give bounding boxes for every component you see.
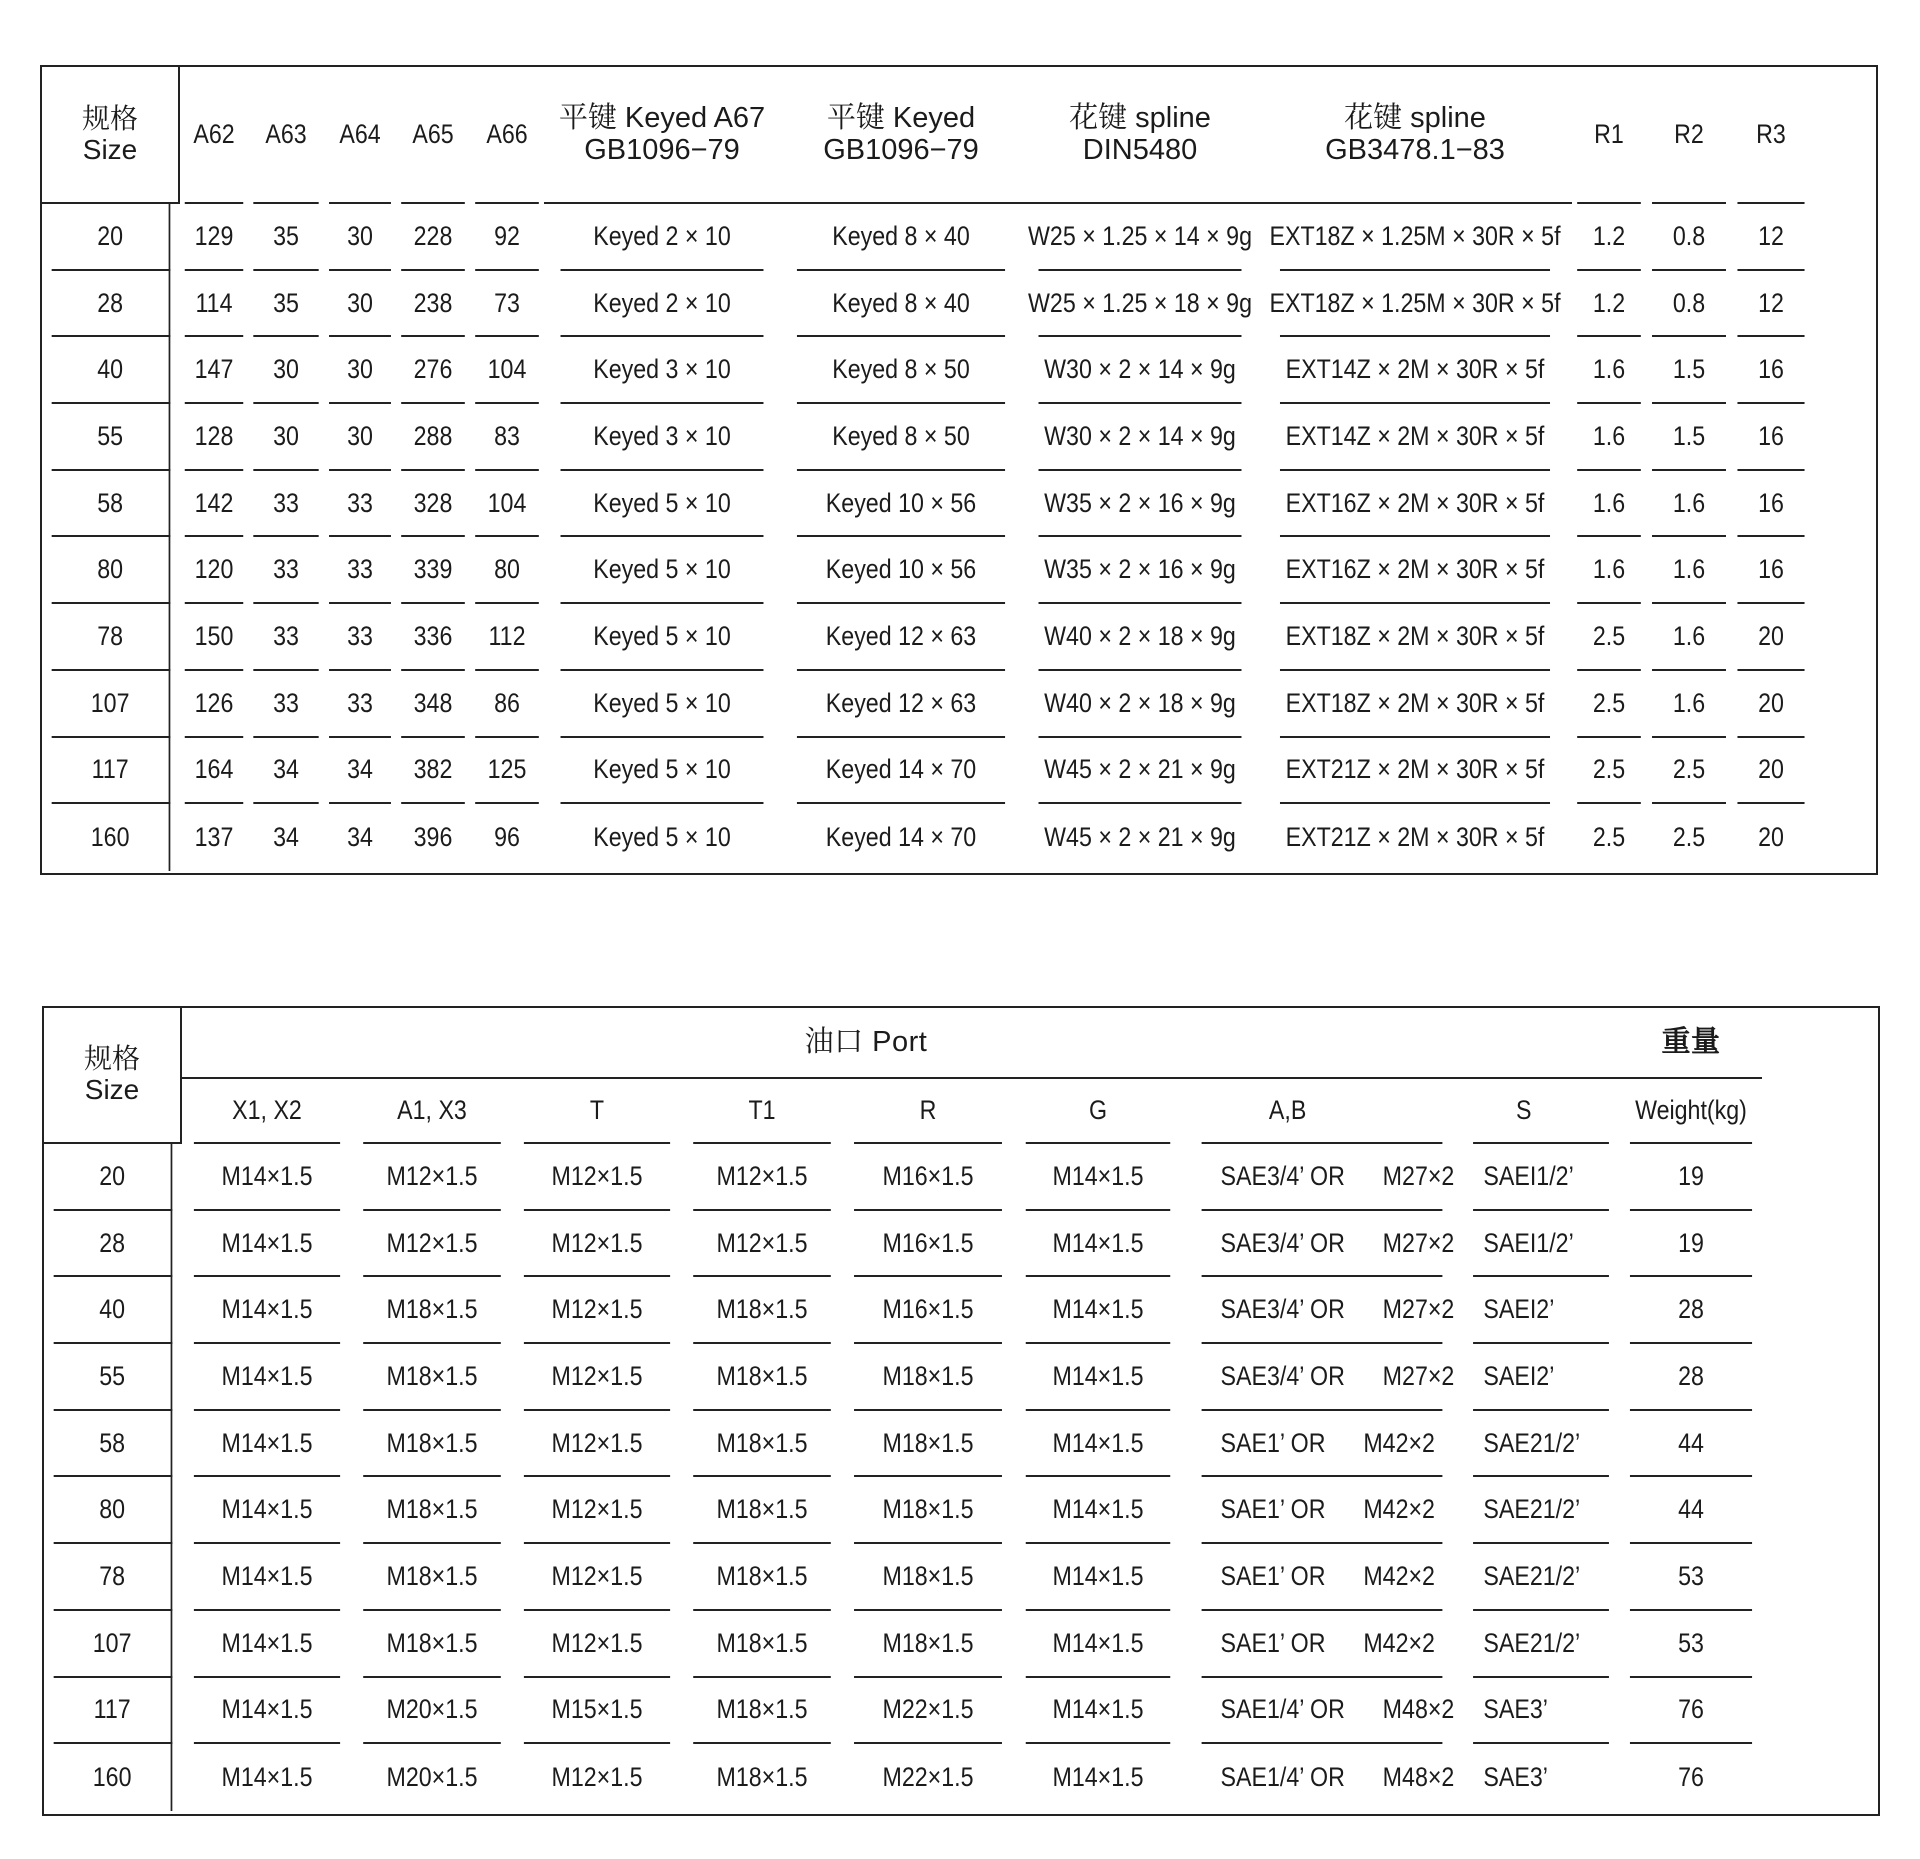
cell-a66: 125 xyxy=(475,738,539,805)
cell-t1: M18×1.5 xyxy=(693,1411,831,1478)
cell-a62: 164 xyxy=(185,738,243,805)
cell-g: M14×1.5 xyxy=(1026,1544,1170,1611)
cell-a64: 30 xyxy=(329,204,391,271)
keyed-a67-line1: 平键 Keyed A67 xyxy=(558,102,766,135)
cell-spline-din: W45 × 2 × 21 × 9g xyxy=(1044,822,1236,853)
cell-keyed: Keyed 12 × 63 xyxy=(797,604,1005,671)
cell-size: 80 xyxy=(54,1477,173,1544)
cell-spline-din: W25 × 1.25 × 18 × 9g xyxy=(1039,271,1242,338)
cell-a1-x3: M20×1.5 xyxy=(363,1678,501,1745)
cell-r: M18×1.5 xyxy=(854,1611,1002,1678)
cell-keyed-a67: Keyed 3 × 10 xyxy=(561,404,764,471)
cell-a63: 35 xyxy=(253,204,318,271)
a-b-sae: SAE1’ OR xyxy=(1220,1627,1326,1658)
a-b-sae: SAE3/4’ OR xyxy=(1220,1360,1345,1391)
cell-keyed-a67: Keyed 2 × 10 xyxy=(561,271,764,338)
col-header-r1: R1 xyxy=(1577,67,1641,204)
cell-size: 160 xyxy=(54,1744,173,1811)
cell-a64: 34 xyxy=(347,822,373,853)
cell-r: M18×1.5 xyxy=(854,1411,1002,1478)
cell-r2: 1.6 xyxy=(1652,604,1726,671)
cell-r: M22×1.5 xyxy=(854,1678,1002,1745)
cell-g: M14×1.5 xyxy=(1026,1144,1170,1211)
a-b-metric: M42×2 xyxy=(1363,1560,1435,1591)
keyed-line1: 平键 Keyed xyxy=(826,102,976,135)
cell-size: 20 xyxy=(52,204,171,271)
cell-a66: 80 xyxy=(475,537,539,604)
cell-size: 40 xyxy=(52,337,171,404)
cell-g: M14×1.5 xyxy=(1026,1411,1170,1478)
cell-a63: 33 xyxy=(253,537,318,604)
cell-a66: 104 xyxy=(475,471,539,538)
cell-a62: 142 xyxy=(185,471,243,538)
cell-keyed: Keyed 14 × 70 xyxy=(797,738,1005,805)
a-b-sae: SAE3/4’ OR xyxy=(1220,1294,1345,1325)
spline-gb-line1: 花键 spline xyxy=(1344,102,1486,135)
weight-group-header: 重量 xyxy=(1620,1008,1762,1079)
cell-weight: 28 xyxy=(1630,1277,1752,1344)
cell-r3: 16 xyxy=(1737,337,1804,404)
cell-a1-x3: M18×1.5 xyxy=(363,1477,501,1544)
cell-spline-gb: EXT18Z × 2M × 30R × 5f xyxy=(1280,604,1550,671)
cell-keyed-a67: Keyed 5 × 10 xyxy=(561,604,764,671)
col-header-a-b: A,B xyxy=(1202,1079,1443,1144)
cell-r3: 20 xyxy=(1737,671,1804,738)
cell-x1-x2: M14×1.5 xyxy=(221,1762,313,1793)
cell-t: M12×1.5 xyxy=(551,1762,643,1793)
col-header-s: S xyxy=(1473,1079,1609,1144)
col-header-a1-x3: A1, X3 xyxy=(363,1079,501,1144)
a-b-metric: M42×2 xyxy=(1363,1427,1435,1458)
a-b-sae: SAE1/4’ OR xyxy=(1220,1762,1345,1793)
size-header-cn: 规格 xyxy=(83,1043,140,1075)
col-header-keyed-a67 xyxy=(544,67,780,204)
cell-a-b xyxy=(1202,1678,1455,1745)
cell-weight: 76 xyxy=(1630,1678,1752,1745)
cell-a63: 33 xyxy=(253,604,318,671)
cell-t1: M18×1.5 xyxy=(693,1611,831,1678)
cell-t: M12×1.5 xyxy=(524,1477,670,1544)
cell-a65: 348 xyxy=(401,671,465,738)
cell-r3: 20 xyxy=(1737,738,1804,805)
cell-t1: M18×1.5 xyxy=(693,1477,831,1544)
col-header-t1: T1 xyxy=(693,1079,831,1144)
cell-a65: 339 xyxy=(401,537,465,604)
cell-keyed: Keyed 8 × 40 xyxy=(797,204,1005,271)
cell-a66: 73 xyxy=(475,271,539,338)
cell-r2: 0.8 xyxy=(1652,271,1726,338)
cell-s: SAEI1/2’ xyxy=(1473,1211,1609,1278)
cell-a62: 137 xyxy=(194,822,234,853)
cell-a64: 30 xyxy=(329,337,391,404)
cell-a-b xyxy=(1202,1344,1455,1411)
cell-keyed: Keyed 8 × 40 xyxy=(797,271,1005,338)
cell-a-b xyxy=(1202,1411,1443,1478)
cell-weight: 53 xyxy=(1630,1544,1752,1611)
a-b-metric: M42×2 xyxy=(1363,1627,1435,1658)
cell-a65: 396 xyxy=(413,822,453,853)
cell-size: 107 xyxy=(54,1611,173,1678)
cell-a65: 382 xyxy=(401,738,465,805)
cell-s: SAE21/2’ xyxy=(1473,1544,1609,1611)
cell-a1-x3: M18×1.5 xyxy=(363,1277,501,1344)
cell-spline-din: W25 × 1.25 × 14 × 9g xyxy=(1039,204,1242,271)
col-header-a62: A62 xyxy=(185,67,243,204)
cell-s: SAE21/2’ xyxy=(1473,1611,1609,1678)
col-header-spline-din xyxy=(1022,67,1258,204)
cell-spline-gb: EXT18Z × 1.25M × 30R × 5f xyxy=(1280,271,1550,338)
cell-keyed-a67: Keyed 5 × 10 xyxy=(561,471,764,538)
cell-a65: 228 xyxy=(401,204,465,271)
col-header-a66: A66 xyxy=(475,67,539,204)
cell-a66: 86 xyxy=(475,671,539,738)
col-header-x1-x2: X1, X2 xyxy=(194,1079,340,1144)
cell-size: 58 xyxy=(52,471,171,538)
cell-size: 28 xyxy=(54,1211,173,1278)
cell-size: 55 xyxy=(52,404,171,471)
col-header-r2: R2 xyxy=(1652,67,1726,204)
cell-t: M12×1.5 xyxy=(524,1544,670,1611)
cell-weight: 44 xyxy=(1630,1477,1752,1544)
cell-t: M12×1.5 xyxy=(524,1211,670,1278)
a-b-sae: SAE1’ OR xyxy=(1220,1494,1326,1525)
col-header-t: T xyxy=(524,1079,670,1144)
a-b-sae: SAE1’ OR xyxy=(1220,1427,1326,1458)
cell-spline-gb: EXT18Z × 2M × 30R × 5f xyxy=(1280,671,1550,738)
cell-r1: 2.5 xyxy=(1592,822,1626,853)
spline-gb-line2: GB3478.1−83 xyxy=(1325,133,1505,166)
size-header-en: Size xyxy=(84,1074,140,1105)
cell-keyed-a67: Keyed 3 × 10 xyxy=(561,337,764,404)
cell-a64: 30 xyxy=(329,271,391,338)
cell-r2: 2.5 xyxy=(1672,822,1706,853)
cell-spline-gb: EXT16Z × 2M × 30R × 5f xyxy=(1280,537,1550,604)
cell-keyed: Keyed 10 × 56 xyxy=(797,471,1005,538)
cell-r: M18×1.5 xyxy=(854,1544,1002,1611)
cell-r1: 2.5 xyxy=(1577,671,1641,738)
keyed-line2: GB1096−79 xyxy=(823,133,979,166)
cell-r3: 16 xyxy=(1737,471,1804,538)
cell-t1: M12×1.5 xyxy=(693,1211,831,1278)
cell-a66: 83 xyxy=(475,404,539,471)
cell-size: 58 xyxy=(54,1411,173,1478)
cell-s: SAE3’ xyxy=(1473,1678,1609,1745)
cell-a63: 33 xyxy=(253,471,318,538)
cell-s: SAE21/2’ xyxy=(1473,1477,1609,1544)
cell-size: 117 xyxy=(52,738,171,805)
cell-a62: 147 xyxy=(185,337,243,404)
cell-a64: 33 xyxy=(329,671,391,738)
cell-r3: 12 xyxy=(1737,271,1804,338)
cell-x1-x2: M14×1.5 xyxy=(194,1477,340,1544)
cell-r1: 2.5 xyxy=(1577,738,1641,805)
cell-r: M18×1.5 xyxy=(854,1344,1002,1411)
cell-x1-x2: M14×1.5 xyxy=(194,1144,340,1211)
cell-r2: 1.5 xyxy=(1652,337,1726,404)
cell-x1-x2: M14×1.5 xyxy=(194,1344,340,1411)
size-header xyxy=(44,1008,182,1144)
cell-a62: 150 xyxy=(185,604,243,671)
cell-size: 117 xyxy=(54,1678,173,1745)
cell-a64: 34 xyxy=(329,738,391,805)
cell-t: M15×1.5 xyxy=(524,1678,670,1745)
cell-a-b xyxy=(1202,1211,1455,1278)
cell-a63: 33 xyxy=(253,671,318,738)
cell-r2: 1.6 xyxy=(1652,471,1726,538)
a-b-metric: M42×2 xyxy=(1363,1494,1435,1525)
cell-r2: 1.6 xyxy=(1652,671,1726,738)
cell-r1: 1.6 xyxy=(1577,337,1641,404)
cell-g: M14×1.5 xyxy=(1026,1211,1170,1278)
cell-a-b xyxy=(1202,1544,1443,1611)
cell-spline-din: W45 × 2 × 21 × 9g xyxy=(1039,738,1242,805)
cell-keyed-a67: Keyed 5 × 10 xyxy=(593,822,731,853)
cell-a64: 33 xyxy=(329,604,391,671)
spline-din-line1: 花键 spline xyxy=(1069,102,1211,135)
cell-a66: 112 xyxy=(475,604,539,671)
cell-a62: 120 xyxy=(185,537,243,604)
cell-r1: 1.2 xyxy=(1577,271,1641,338)
cell-r1: 1.6 xyxy=(1577,471,1641,538)
col-header-a65: A65 xyxy=(401,67,465,204)
dimensions-table xyxy=(40,65,1878,875)
cell-keyed: Keyed 8 × 50 xyxy=(797,404,1005,471)
cell-x1-x2: M14×1.5 xyxy=(194,1611,340,1678)
cell-keyed-a67: Keyed 5 × 10 xyxy=(561,671,764,738)
cell-a65: 276 xyxy=(401,337,465,404)
cell-g: M14×1.5 xyxy=(1026,1678,1170,1745)
cell-a1-x3: M18×1.5 xyxy=(363,1411,501,1478)
cell-t1: M18×1.5 xyxy=(693,1544,831,1611)
cell-a-b xyxy=(1202,1744,1455,1811)
cell-a-b xyxy=(1202,1144,1455,1211)
cell-r: M18×1.5 xyxy=(854,1477,1002,1544)
cell-a1-x3: M18×1.5 xyxy=(363,1344,501,1411)
cell-a66: 92 xyxy=(475,204,539,271)
cell-a63: 30 xyxy=(253,404,318,471)
cell-a1-x3: M18×1.5 xyxy=(363,1544,501,1611)
cell-s: SAEI1/2’ xyxy=(1473,1144,1609,1211)
cell-a63: 34 xyxy=(253,738,318,805)
size-header xyxy=(42,67,180,204)
cell-a65: 336 xyxy=(401,604,465,671)
cell-x1-x2: M14×1.5 xyxy=(194,1678,340,1745)
a-b-sae: SAE1/4’ OR xyxy=(1220,1694,1345,1725)
cell-spline-gb: EXT14Z × 2M × 30R × 5f xyxy=(1280,404,1550,471)
cell-g: M14×1.5 xyxy=(1026,1344,1170,1411)
cell-a66: 104 xyxy=(475,337,539,404)
a-b-metric: M27×2 xyxy=(1382,1360,1455,1391)
cell-weight: 44 xyxy=(1630,1411,1752,1478)
cell-g: M14×1.5 xyxy=(1052,1762,1144,1793)
cell-a63: 35 xyxy=(253,271,318,338)
cell-a1-x3: M12×1.5 xyxy=(363,1211,501,1278)
cell-spline-gb: EXT21Z × 2M × 30R × 5f xyxy=(1285,822,1545,853)
cell-a62: 126 xyxy=(185,671,243,738)
cell-size: 55 xyxy=(54,1344,173,1411)
cell-a1-x3: M20×1.5 xyxy=(386,1762,478,1793)
cell-weight: 76 xyxy=(1678,1762,1704,1793)
cell-a64: 33 xyxy=(329,471,391,538)
spline-din-line2: DIN5480 xyxy=(1082,133,1198,166)
col-header-r3: R3 xyxy=(1737,67,1804,204)
cell-g: M14×1.5 xyxy=(1026,1477,1170,1544)
cell-size: 80 xyxy=(52,537,171,604)
cell-size: 160 xyxy=(52,804,171,871)
cell-r1: 1.2 xyxy=(1577,204,1641,271)
cell-t: M12×1.5 xyxy=(524,1277,670,1344)
cell-r1: 1.6 xyxy=(1577,537,1641,604)
cell-t1: M18×1.5 xyxy=(693,1678,831,1745)
cell-keyed-a67: Keyed 5 × 10 xyxy=(561,537,764,604)
cell-t1: M18×1.5 xyxy=(716,1762,808,1793)
size-header-en: Size xyxy=(82,133,138,165)
cell-keyed: Keyed 8 × 50 xyxy=(797,337,1005,404)
cell-size: 78 xyxy=(54,1544,173,1611)
a-b-sae: SAE3/4’ OR xyxy=(1220,1227,1345,1258)
cell-r2: 2.5 xyxy=(1652,738,1726,805)
col-header-a63: A63 xyxy=(253,67,318,204)
cell-t: M12×1.5 xyxy=(524,1411,670,1478)
cell-spline-din: W30 × 2 × 14 × 9g xyxy=(1039,404,1242,471)
cell-size: 78 xyxy=(52,604,171,671)
cell-keyed: Keyed 12 × 63 xyxy=(797,671,1005,738)
cell-a65: 238 xyxy=(401,271,465,338)
cell-weight: 53 xyxy=(1630,1611,1752,1678)
cell-r3: 20 xyxy=(1737,604,1804,671)
cell-r: M22×1.5 xyxy=(882,1762,974,1793)
a-b-metric: M27×2 xyxy=(1382,1294,1455,1325)
cell-a1-x3: M18×1.5 xyxy=(363,1611,501,1678)
cell-g: M14×1.5 xyxy=(1026,1611,1170,1678)
cell-a-b xyxy=(1202,1477,1443,1544)
cell-t: M12×1.5 xyxy=(524,1344,670,1411)
cell-r: M16×1.5 xyxy=(854,1277,1002,1344)
port-group-header: 油口 Port xyxy=(182,1008,1620,1079)
cell-s: SAEI2’ xyxy=(1473,1277,1609,1344)
col-header-keyed xyxy=(780,67,1022,204)
cell-spline-gb: EXT21Z × 2M × 30R × 5f xyxy=(1280,738,1550,805)
cell-size: 107 xyxy=(52,671,171,738)
cell-keyed: Keyed 10 × 56 xyxy=(797,537,1005,604)
cell-spline-din: W35 × 2 × 16 × 9g xyxy=(1039,537,1242,604)
cell-t1: M18×1.5 xyxy=(693,1344,831,1411)
cell-weight: 19 xyxy=(1630,1144,1752,1211)
a-b-sae: SAE3/4’ OR xyxy=(1220,1160,1345,1191)
size-header-cn: 规格 xyxy=(81,102,138,134)
cell-a66: 96 xyxy=(494,822,520,853)
cell-t1: M18×1.5 xyxy=(693,1277,831,1344)
cell-a-b xyxy=(1202,1277,1455,1344)
cell-a64: 30 xyxy=(329,404,391,471)
cell-r1: 2.5 xyxy=(1577,604,1641,671)
cell-spline-gb: EXT16Z × 2M × 30R × 5f xyxy=(1280,471,1550,538)
cell-r3: 16 xyxy=(1737,404,1804,471)
cell-x1-x2: M14×1.5 xyxy=(194,1211,340,1278)
col-header-g: G xyxy=(1026,1079,1170,1144)
cell-a62: 129 xyxy=(185,204,243,271)
cell-a64: 33 xyxy=(329,537,391,604)
cell-weight: 28 xyxy=(1630,1344,1752,1411)
a-b-metric: M48×2 xyxy=(1382,1694,1455,1725)
a-b-metric: M27×2 xyxy=(1382,1227,1455,1258)
cell-r3: 16 xyxy=(1737,537,1804,604)
cell-x1-x2: M14×1.5 xyxy=(194,1411,340,1478)
cell-keyed: Keyed 14 × 70 xyxy=(825,822,977,853)
cell-r2: 1.5 xyxy=(1652,404,1726,471)
cell-spline-gb: EXT18Z × 1.25M × 30R × 5f xyxy=(1280,204,1550,271)
a-b-metric: M27×2 xyxy=(1382,1160,1455,1191)
cell-x1-x2: M14×1.5 xyxy=(194,1544,340,1611)
cell-r2: 0.8 xyxy=(1652,204,1726,271)
ports-weight-table xyxy=(42,1006,1880,1816)
cell-s: SAE21/2’ xyxy=(1473,1411,1609,1478)
cell-r1: 1.6 xyxy=(1577,404,1641,471)
a-b-metric: M48×2 xyxy=(1382,1762,1455,1793)
cell-spline-din: W35 × 2 × 16 × 9g xyxy=(1039,471,1242,538)
cell-r2: 1.6 xyxy=(1652,537,1726,604)
cell-t1: M12×1.5 xyxy=(693,1144,831,1211)
cell-spline-din: W40 × 2 × 18 × 9g xyxy=(1039,671,1242,738)
cell-a63: 34 xyxy=(273,822,299,853)
a-b-sae: SAE1’ OR xyxy=(1220,1560,1326,1591)
col-header-weight: Weight(kg) xyxy=(1630,1079,1752,1144)
cell-weight: 19 xyxy=(1630,1211,1752,1278)
cell-keyed-a67: Keyed 2 × 10 xyxy=(561,204,764,271)
cell-r3: 12 xyxy=(1737,204,1804,271)
cell-a63: 30 xyxy=(253,337,318,404)
cell-spline-din: W30 × 2 × 14 × 9g xyxy=(1039,337,1242,404)
cell-t: M12×1.5 xyxy=(524,1611,670,1678)
cell-spline-din: W40 × 2 × 18 × 9g xyxy=(1039,604,1242,671)
cell-a62: 128 xyxy=(185,404,243,471)
cell-keyed-a67: Keyed 5 × 10 xyxy=(561,738,764,805)
cell-a65: 288 xyxy=(401,404,465,471)
cell-a-b xyxy=(1202,1611,1443,1678)
cell-r: M16×1.5 xyxy=(854,1144,1002,1211)
cell-size: 28 xyxy=(52,271,171,338)
cell-spline-gb: EXT14Z × 2M × 30R × 5f xyxy=(1280,337,1550,404)
keyed-a67-line2: GB1096−79 xyxy=(584,133,740,166)
cell-a65: 328 xyxy=(401,471,465,538)
cell-r: M16×1.5 xyxy=(854,1211,1002,1278)
cell-size: 40 xyxy=(54,1277,173,1344)
cell-s: SAEI2’ xyxy=(1473,1344,1609,1411)
cell-a1-x3: M12×1.5 xyxy=(363,1144,501,1211)
cell-x1-x2: M14×1.5 xyxy=(194,1277,340,1344)
cell-a62: 114 xyxy=(185,271,243,338)
cell-s: SAE3’ xyxy=(1483,1762,1548,1793)
col-header-spline-gb xyxy=(1258,67,1572,204)
cell-t: M12×1.5 xyxy=(524,1144,670,1211)
col-header-a64: A64 xyxy=(329,67,391,204)
cell-r3: 20 xyxy=(1758,822,1784,853)
cell-size: 20 xyxy=(54,1144,173,1211)
cell-g: M14×1.5 xyxy=(1026,1277,1170,1344)
col-header-r: R xyxy=(854,1079,1002,1144)
